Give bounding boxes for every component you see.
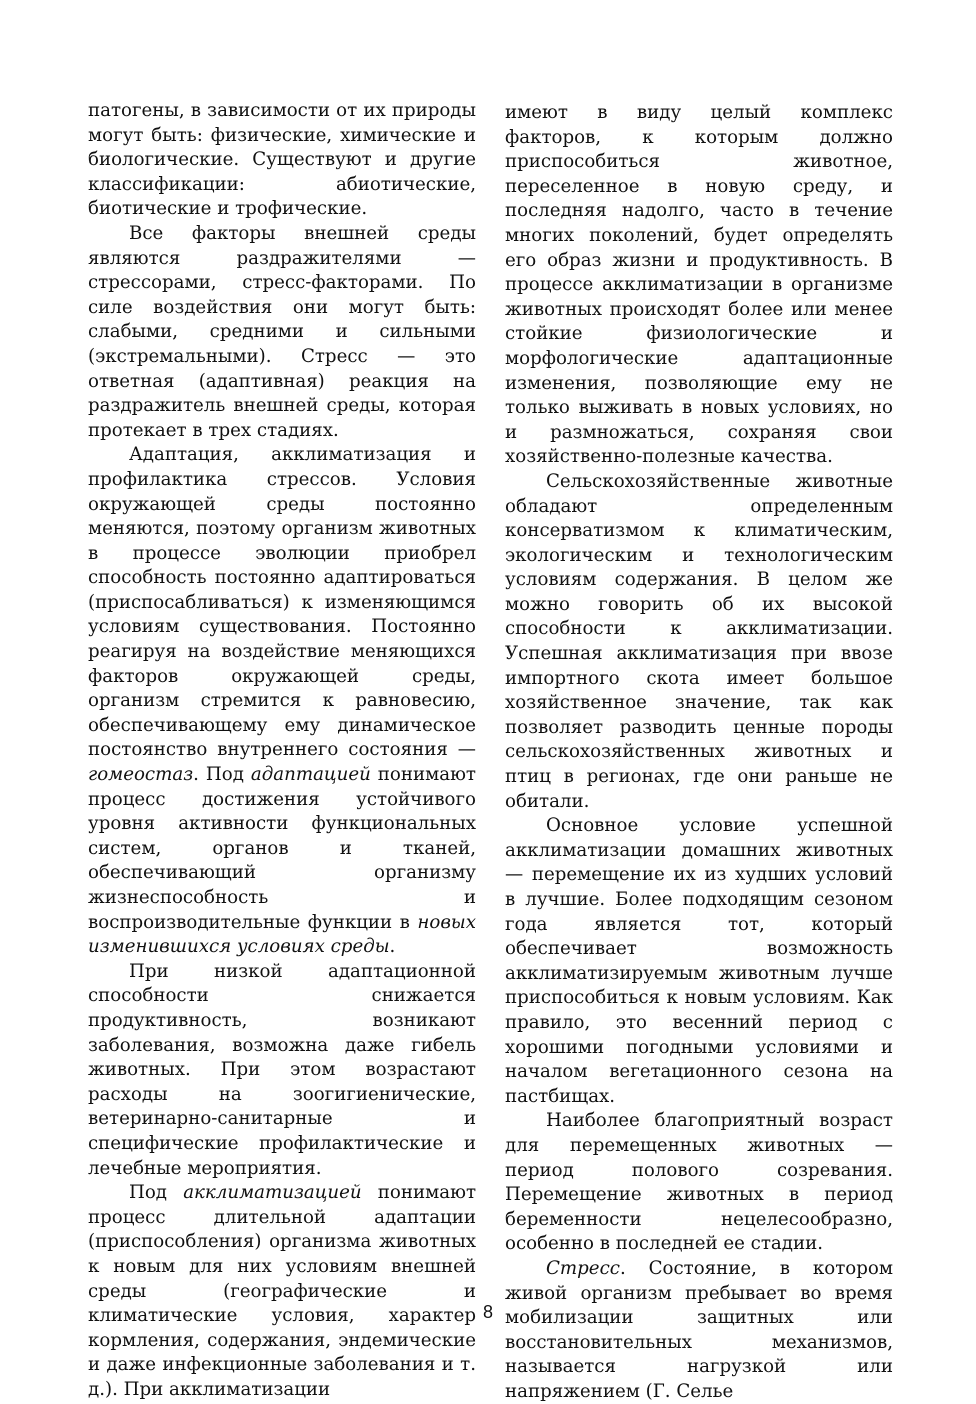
paragraph: Наиболее благоприятный возраст для перемещенных животных — период полового созревания. Перемещение животных в период беременности нецелесообразно, особенно в последней ее стадии.	[505, 1110, 893, 1255]
paragraph: Сельскохозяйственные животные обладают определенным консерватизмом к климатическим, экологическим и технологическим условиям содержания. В целом же можно говорить об их высокой способности к акклиматизации. Успешная акклиматизация при ввозе импортного скота имеет большое хозяйственное значение, так как позволяет разводить ценные породы сельскохозяйственных животных и птиц в регионах, где они раньше не обитали.	[505, 470, 893, 812]
paragraph: Основное условие успешной акклиматизации домашних животных — перемещение их из худших условий в лучшие. Более подходящим сезоном года является тот, который обеспечивает возможность акклиматизируемым животным лучше приспособиться к новым условиям. Как правило, это весенний период с хорошими погодными условиями и началом вегетационного сезона на пастбищах.	[505, 815, 893, 1107]
italic-term: гомеостаз	[88, 764, 194, 786]
italic-term: адаптацией	[250, 764, 371, 786]
text-run: .	[389, 936, 396, 958]
italic-term: новых изменившихся условиях среды	[88, 911, 476, 958]
text-run: Адаптация, акклиматизация и профилактика стрессов. Условия окружающей среды постоянно меняются, поэтому организм животных в процессе эволюции приобрел способность постоянно адаптироваться (приспосабливаться) к изменяющимся условиям существования. Постоянно реагируя на воздействие меняющихся факторов окружающей среды, организм стремится к равновесию, обеспечивающему ему динамическое постоянство внутреннего состояния —	[88, 444, 476, 761]
paragraph: имеют в виду целый комплекс факторов, к которым должно приспособиться животное, переселенное в новую среду, и последняя надолго, часто в течение многих поколений, будет определять его образ жизни и продуктивность. В процессе акклиматизации в организме животных происходят более или менее стойкие физиологические и морфологические адаптационные изменения, позволяющие ему не только выживать в новых условиях, но и размножаться, сохраняя свои хозяйственно-полезные качества.	[505, 102, 893, 468]
page-number: 8	[482, 1302, 493, 1322]
text-run: Под	[129, 1182, 184, 1204]
italic-term: Стресс	[546, 1257, 620, 1279]
paragraph: При низкой адаптационной способности снижается продуктивность, возникают заболевания, возможна даже гибель животных. При этом возрастают расходы на зоогигиенические, ветеринарно-санитарные и специфические профилактические и лечебные мероприятия.	[88, 960, 476, 1179]
paragraph: Все факторы внешней среды являются раздражителями — стрессорами, стресс-факторами. По силе воздействия они могут быть: слабыми, средними и сильными (экстремальными). Стресс — это ответная (адаптивная) реакция на раздражитель внешней среды, которая протекает в трех стадиях.	[88, 222, 476, 441]
text-run: . Состояние, в котором живой организм пребывает во время мобилизации защитных или восстановительных механизмов, называется нагрузкой или напряжением (Г. Селье	[505, 1257, 893, 1402]
italic-term: акклиматизацией	[183, 1182, 362, 1204]
paragraph	[88, 443, 476, 959]
text-run: понимают процесс длительной адаптации (приспособления) организма животных к новым для них условиям внешней среды (географические и климатические условия, характер кормления, содержания, эндемические и даже инфекционные заболевания и т. д.). При акклиматизации	[88, 1182, 477, 1400]
right-column	[505, 101, 893, 1404]
paragraph: патогены, в зависимости от их природы могут быть: физические, химические и биологические. Существуют и другие классификации: абиотические, биотические и трофические.	[88, 100, 476, 220]
paragraph	[88, 1181, 476, 1402]
text-run: . Под	[193, 764, 251, 786]
paragraph	[505, 1257, 893, 1404]
text-run: понимают процесс достижения устойчивого уровня активности функциональных систем, органов и тканей, обеспечивающий организму жизнеспособность и воспроизводительные функции в	[88, 764, 476, 933]
left-column	[88, 99, 476, 1402]
